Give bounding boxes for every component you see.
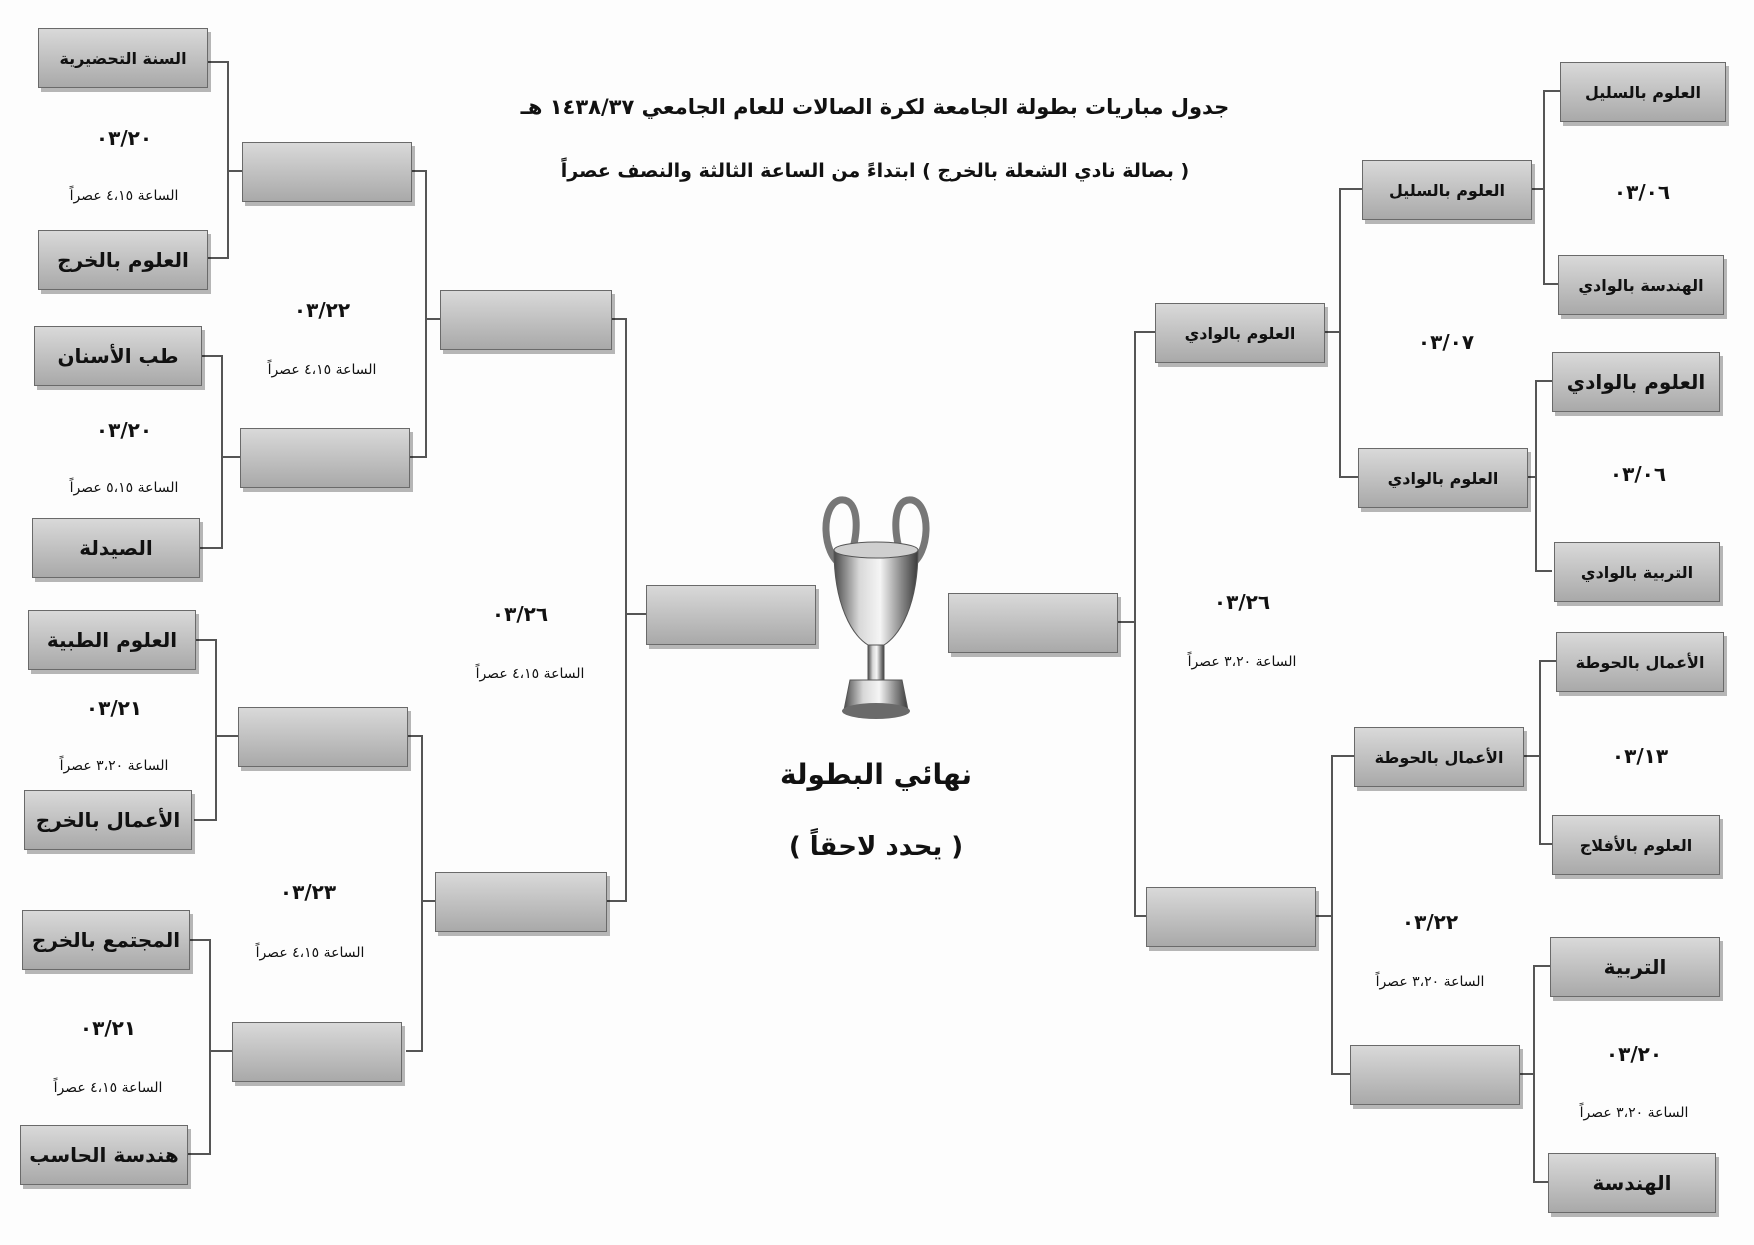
left-r1-m1-home: السنة التحضيرية <box>38 28 208 88</box>
left-r3-slot-1 <box>440 290 612 350</box>
right-r1-m1-date: ٠٣/٠٦ <box>1613 180 1671 204</box>
left-r1-m3-away: الأعمال بالخرج <box>24 790 192 850</box>
right-r1-m3-date: ٠٣/١٣ <box>1611 744 1669 768</box>
left-r1-m3-date: ٠٣/٢١ <box>85 696 143 720</box>
right-semi-time: الساعة ٣،٢٠ عصراً <box>1187 654 1297 670</box>
left-semi-time: الساعة ٤،١٥ عصراً <box>475 666 585 682</box>
right-r2-m2-time: الساعة ٣،٢٠ عصراً <box>1375 974 1485 990</box>
right-finalist-slot <box>948 593 1118 653</box>
left-r1-m1-away: العلوم بالخرج <box>38 230 208 290</box>
right-r1-m2-home: العلوم بالوادي <box>1552 352 1720 412</box>
left-r1-m3-home: العلوم الطبية <box>28 610 196 670</box>
left-r1-m3-time: الساعة ٣،٢٠ عصراً <box>59 758 169 774</box>
right-r1-m2-away: التربية بالوادي <box>1554 542 1720 602</box>
left-r1-connector <box>200 356 240 548</box>
left-r2-slot-3 <box>238 707 408 767</box>
right-r1-m2-date: ٠٣/٠٦ <box>1609 462 1667 486</box>
right-r2-m2-date: ٠٣/٢٢ <box>1401 910 1459 934</box>
page-subtitle: ( بصالة نادي الشعلة بالخرج ) ابتداءً من الساعة الثالثة والنصف عصراً <box>560 160 1190 182</box>
left-r1-connector <box>188 940 232 1154</box>
left-r1-m2-date: ٠٣/٢٠ <box>95 418 153 442</box>
left-r2-slot-1 <box>242 142 412 202</box>
right-r2-slot-1: العلوم بالسليل <box>1362 160 1532 220</box>
right-r1-m1-away: الهندسة بالوادي <box>1558 255 1724 315</box>
left-r2-m2-time: الساعة ٤،١٥ عصراً <box>255 945 365 961</box>
left-r1-m1-time: الساعة ٤،١٥ عصراً <box>69 188 179 204</box>
left-r2-m1-date: ٠٣/٢٢ <box>293 298 351 322</box>
right-r1-connector <box>1518 966 1550 1182</box>
left-r1-m4-home: المجتمع بالخرج <box>22 910 190 970</box>
right-r2-slot-3: الأعمال بالحوطة <box>1354 727 1524 787</box>
left-r2-connector <box>406 736 435 1051</box>
right-r3-connector <box>1116 332 1155 916</box>
page-title: جدول مباريات بطولة الجامعة لكرة الصالات للعام الجامعي ١٤٣٨/٣٧ هـ <box>520 95 1230 119</box>
right-r1-m4-date: ٠٣/٢٠ <box>1605 1042 1663 1066</box>
left-finalist-slot <box>646 585 816 645</box>
left-r1-m1-date: ٠٣/٢٠ <box>95 126 153 150</box>
left-r1-m4-date: ٠٣/٢١ <box>79 1016 137 1040</box>
trophy-icon <box>820 495 932 725</box>
right-r2-slot-4 <box>1350 1045 1520 1105</box>
left-r1-m4-time: الساعة ٤،١٥ عصراً <box>53 1080 163 1096</box>
left-r2-slot-2 <box>240 428 410 488</box>
left-semi-date: ٠٣/٢٦ <box>491 602 549 626</box>
right-r1-m3-home: الأعمال بالحوطة <box>1556 632 1724 692</box>
left-r1-connector <box>206 62 242 258</box>
right-r2-m1-date: ٠٣/٠٧ <box>1417 330 1475 354</box>
left-r2-slot-4 <box>232 1022 402 1082</box>
right-r1-m3-away: العلوم بالأفلاج <box>1552 815 1720 875</box>
left-r3-slot-2 <box>435 872 607 932</box>
left-r1-m2-home: طب الأسنان <box>34 326 202 386</box>
right-r2-slot-2: العلوم بالوادي <box>1358 448 1528 508</box>
left-r1-m2-away: الصيدلة <box>32 518 200 578</box>
right-r1-m4-time: الساعة ٣،٢٠ عصراً <box>1579 1105 1689 1121</box>
left-r1-m4-away: هندسة الحاسب <box>20 1125 188 1185</box>
left-r2-m2-date: ٠٣/٢٣ <box>279 880 337 904</box>
right-semi-date: ٠٣/٢٦ <box>1213 590 1271 614</box>
final-title: نهائي البطولة <box>780 758 972 791</box>
final-subtitle: ( يحدد لاحقاً ) <box>788 832 964 862</box>
right-r1-m4-away: الهندسة <box>1548 1153 1716 1213</box>
right-r3-slot-1: العلوم بالوادي <box>1155 303 1325 363</box>
right-r3-slot-2 <box>1146 887 1316 947</box>
right-r1-m1-home: العلوم بالسليل <box>1560 62 1726 122</box>
left-r1-connector <box>194 640 238 820</box>
right-r1-m4-home: التربية <box>1550 937 1720 997</box>
left-r1-m2-time: الساعة ٥،١٥ عصراً <box>69 480 179 496</box>
left-r2-m1-time: الساعة ٤،١٥ عصراً <box>267 362 377 378</box>
